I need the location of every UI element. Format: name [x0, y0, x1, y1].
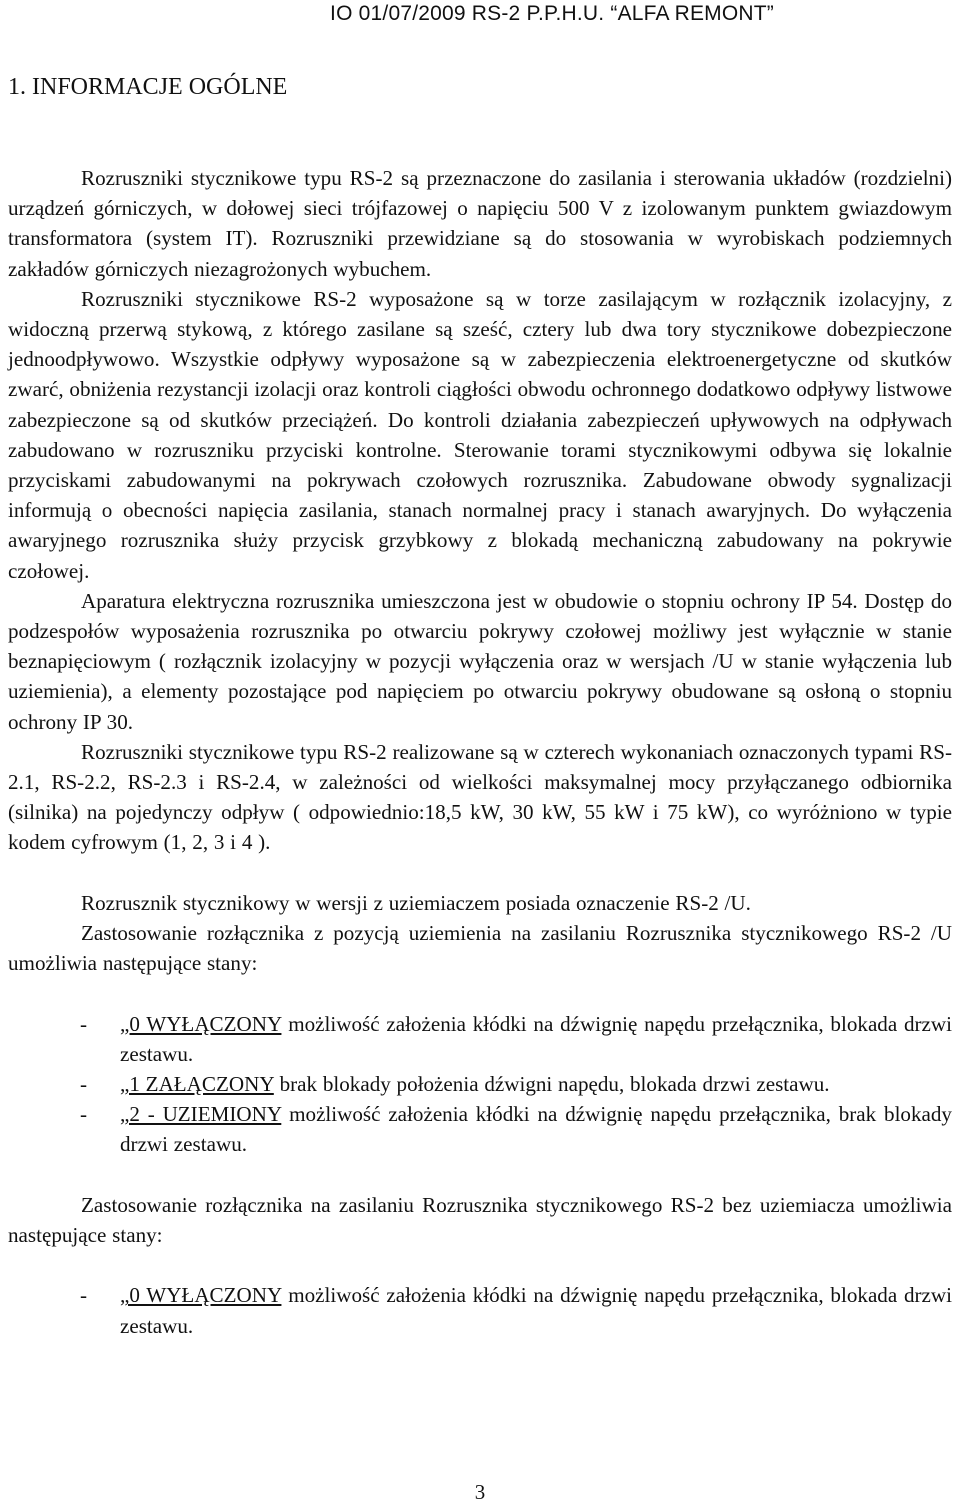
state-description: brak blokady położenia dźwigni napędu, blokada drzwi zestawu.	[273, 1072, 830, 1097]
states-list-plain	[8, 1280, 952, 1340]
list-dash: -	[80, 1011, 88, 1036]
spacer	[8, 1250, 952, 1280]
page-number: 3	[474, 1480, 486, 1504]
paragraph-variants: Rozruszniki stycznikowe typu RS-2 realizowane są w czterech wykonaniach oznaczonych typami RS-2.1, RS-2.2, RS-2.3 i RS-2.4, w zależności od wielkości maksymalnej mocy przyłączanego odbiornika (silnika) na pojedynczy odpływ ( odpowiednio:18,5 kW, 30 kW, 55 kW i 75 kW), co wyróżniono w typie kodem cyfrowym (1, 2, 3 i 4 ).	[8, 739, 952, 855]
spacer	[8, 1160, 952, 1190]
list-item	[8, 1069, 952, 1099]
spacer	[8, 858, 952, 888]
paragraph-u-states-intro: Zastosowanie rozłącznika z pozycją uziemienia na zasilaniu Rozrusznika stycznikowego RS-2 /U umożliwia następujące stany:	[8, 921, 952, 976]
state-description: możliwość założenia kłódki na dźwignię napędu przełącznika, blokada drzwi zestawu.	[120, 1011, 952, 1066]
paragraph-protection: Aparatura elektryczna rozrusznika umieszczona jest w obudowie o stopniu ochrony IP 54. Dostęp do podzespołów wyposażenia rozrusznika po otwarciu pokrywy czołowej możliwy jest wyłącznie w stanie beznapięciowym ( rozłącznik izolacyjny w pozycji wyłączenia oraz w wersjach /U w stanie wyłączenia lub uziemienia), a elementy pozostające pod napięciem po otwarciu pokrywy obudowane są osłoną o stopniu ochrony IP 30.	[8, 588, 952, 734]
section-title: 1. INFORMACJE OGÓLNE	[8, 74, 288, 100]
spacer	[8, 978, 952, 1008]
page-header: IO 01/07/2009 RS-2 P.P.H.U. “ALFA REMONT”	[330, 2, 774, 25]
list-item	[8, 1280, 952, 1340]
state-description: możliwość założenia kłódki na dźwignię napędu przełącznika, brak blokady drzwi zestawu.	[120, 1102, 952, 1157]
paragraph-intro: Rozruszniki stycznikowe typu RS-2 są przeznaczone do zasilania i sterowania układów (rozdzielni) urządzeń górniczych, w dołowej sieci trójfazowej o napięciu 500 V z izolowanym punktem gwiazdowym transformatora (system IT). Rozruszniki przewidziane są do stosowania w wyrobiskach podziemnych zakładów górniczych niezagrożonych wybuchem.	[8, 166, 952, 281]
state-description: możliwość założenia kłódki na dźwignię napędu przełącznika, blokada drzwi zestawu.	[120, 1283, 952, 1338]
list-dash: -	[80, 1072, 88, 1097]
paragraph-plain-states-intro: Zastosowanie rozłącznika na zasilaniu Rozrusznika stycznikowego RS-2 bez uziemiacza umożliwia następujące stany:	[8, 1192, 952, 1248]
state-term: „2 - UZIEMIONY	[120, 1102, 282, 1127]
states-list-u	[8, 1009, 952, 1160]
list-dash: -	[80, 1283, 88, 1308]
paragraph-equipment: Rozruszniki stycznikowe RS-2 wyposażone są w torze zasilającym w rozłącznik izolacyjny, z widoczną przerwą stykową, z którego zasilane są sześć, cztery lub dwa tory stycznikowe dobezpieczone jednoodpływowo. Wszystkie odpływy wyposażone są w zabezpieczenia elektroenergetyczne od skutków zwarć, obniżenia rezystancji izolacji oraz kontroli ciągłości obwodu ochronnego dodatkowo odpływy listwowe zabezpieczone są od skutków przeciążeń. Do kontroli działania zabezpieczeń upływowych na odpływach zabudowano w rozruszniku przyciski kontrolne. Sterowanie torami stycznikowymi odbywa się lokalnie przyciskami zabudowanymi na pokrywach czołowych rozrusznika. Zabudowane obwody sygnalizacji informują o obecności napięcia zasilania, stanach normalnej pracy i stanach awaryjnych. Do wyłączenia awaryjnego rozrusznika służy przycisk grzybkowy z blokadą mechaniczną zabudowany na pokrywie czołowej.	[8, 286, 952, 583]
state-term: „1 ZAŁĄCZONY	[120, 1072, 274, 1097]
document-body	[8, 163, 952, 1341]
list-item	[8, 1099, 952, 1159]
list-item	[8, 1009, 952, 1069]
list-dash: -	[80, 1102, 88, 1127]
state-term: „0 WYŁĄCZONY	[120, 1011, 282, 1036]
paragraph-u-version: Rozrusznik stycznikowy w wersji z uziemiaczem posiada oznaczenie RS-2 /U.	[81, 890, 751, 915]
state-term: „0 WYŁĄCZONY	[120, 1283, 282, 1308]
